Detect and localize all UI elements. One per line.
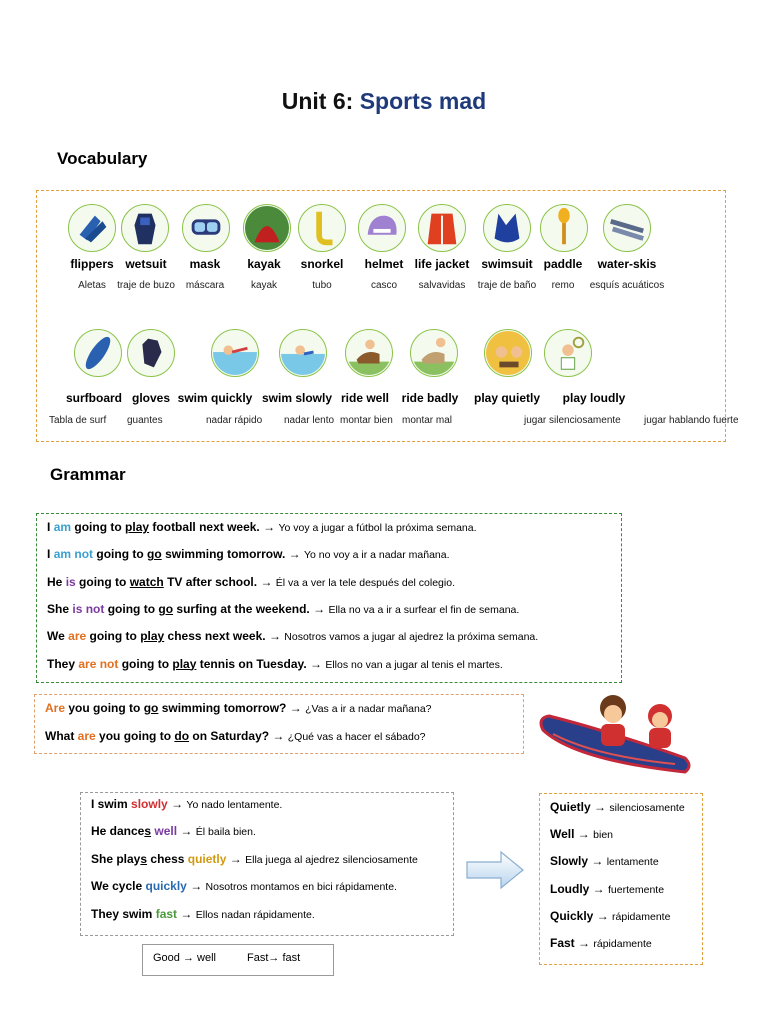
third-person-s: s [140, 851, 148, 866]
going-to: going to [121, 656, 170, 671]
arrow-icon: → [180, 824, 193, 839]
complement: surfing at the weekend. [176, 601, 310, 616]
going-to-sentence [47, 657, 503, 671]
vocab-item [211, 329, 259, 377]
irregular-fast-result: fast [282, 952, 301, 964]
adverb-item [550, 882, 664, 896]
vocab-spanish: remo [551, 280, 575, 291]
verb-to-be: is [65, 574, 76, 589]
flippers-icon [68, 204, 116, 252]
paddle-icon [540, 204, 588, 252]
vocabulary-box [36, 190, 739, 442]
gloves-icon [127, 329, 175, 377]
going-to: going to [79, 574, 127, 589]
vocab-spanish: kayak [250, 280, 278, 291]
adverb-english: Well [550, 827, 575, 842]
going-to-statements-box [36, 513, 622, 683]
vocab-spanish: Aletas [78, 280, 106, 291]
swim-quickly-icon [211, 329, 259, 377]
arrow-icon: → [594, 800, 607, 814]
vocab-english: kayak [247, 257, 281, 271]
adverbs-examples-box [80, 792, 454, 936]
arrow-icon: → [592, 881, 605, 896]
vocab-spanish: montar bien [340, 415, 393, 426]
vocab-item [279, 329, 327, 377]
snorkel-icon [298, 204, 346, 252]
vocab-spanish: máscara [185, 280, 225, 291]
vocab-item [540, 204, 588, 252]
complement: chess next week. [167, 629, 266, 644]
translation: Yo no voy a ir a nadar mañana. [303, 549, 450, 562]
infinitive: play [140, 629, 165, 644]
vocab-spanish: nadar lento [284, 415, 335, 426]
going-to-sentence [47, 575, 455, 589]
translation: Yo nado lentamente. [186, 799, 283, 811]
subject: I [47, 547, 51, 562]
adverb-item [550, 827, 613, 841]
arrow-icon: → [171, 797, 184, 811]
complement: swimming tomorrow? [161, 701, 287, 715]
vocab-spanish: nadar rápido [206, 415, 263, 426]
verb-to-be: are [77, 729, 96, 743]
question-word: What [45, 729, 75, 743]
vocab-english: swim quickly [177, 391, 253, 405]
verb-to-be: are [68, 629, 87, 644]
translation: Él baila bien. [195, 826, 256, 839]
arrow-icon: → [313, 601, 326, 616]
adverb-spanish: silenciosamente [609, 802, 685, 814]
translation: Ella juega al ajedrez silenciosamente [245, 853, 418, 866]
verb-to-be: are not [78, 656, 119, 671]
going-to: going to [96, 547, 144, 562]
translation: Ellos no van a jugar al tenis el martes. [325, 658, 503, 671]
vocab-spanish: guantes [127, 415, 163, 426]
infinitive: go [143, 701, 159, 715]
complement: swimming tomorrow. [165, 547, 286, 562]
subject-verb: They swim [91, 906, 153, 921]
arrow-icon: → [578, 936, 591, 950]
vocab-item [418, 204, 466, 252]
arrow-icon: → [268, 629, 281, 644]
vocab-spanish: salvavidas [418, 280, 466, 291]
translation: Él va a ver la tele después del colegio. [275, 576, 455, 589]
vocab-english: ride badly [401, 391, 459, 405]
adverb-english: Quietly [550, 800, 591, 814]
vocab-item [182, 204, 230, 252]
translation: Ella no va a ir a surfear el fin de semana. [328, 603, 520, 616]
vocab-english: flippers [70, 257, 114, 271]
subject: He [47, 574, 63, 589]
subject: We [47, 629, 65, 644]
ride-well-icon [345, 329, 393, 377]
adverb-spanish: rápidamente [593, 938, 652, 950]
vocab-english: ride well [340, 391, 390, 405]
vocab-english: swim slowly [261, 391, 333, 405]
adverb-spanish: fuertemente [608, 883, 665, 896]
going-to-sentence [47, 520, 477, 534]
vocab-spanish: jugar hablando fuerte [644, 415, 739, 426]
vocab-item [127, 329, 175, 377]
irregular-well: well [197, 952, 216, 964]
adverb-item [550, 800, 685, 814]
vocab-spanish: casco [370, 280, 398, 291]
life-jacket-icon [418, 204, 466, 252]
kayak-icon [243, 204, 291, 252]
infinitive: go [147, 547, 162, 562]
vocab-item [345, 329, 393, 377]
adverb-english: Fast [550, 936, 575, 950]
vocab-item [74, 329, 122, 377]
vocab-item [483, 204, 531, 252]
object: chess [150, 851, 185, 866]
going-to: going to [74, 520, 122, 534]
translation: Yo voy a jugar a fútbol la próxima semana. [278, 522, 477, 534]
vocab-english: surfboard [65, 391, 122, 405]
adverb-english: Quickly [550, 908, 594, 923]
kayak-kids-illustration [535, 690, 695, 785]
arrow-icon: → [596, 908, 609, 923]
third-person-s: s [144, 824, 152, 839]
complement: tennis on Tuesday. [199, 656, 307, 671]
adverb-sentence [91, 879, 397, 893]
play-loudly-icon [544, 329, 592, 377]
arrow-icon: → [288, 547, 301, 562]
subject: They [47, 656, 76, 671]
swimsuit-icon [483, 204, 531, 252]
arrow-icon: → [182, 952, 194, 964]
translation: ¿Qué vas a hacer el sábado? [287, 731, 426, 743]
arrow-icon: → [190, 879, 203, 894]
subject: I [47, 520, 51, 534]
arrow-icon: → [229, 851, 242, 866]
vocab-item [484, 329, 532, 377]
translation: ¿Vas a ir a nadar mañana? [305, 703, 432, 715]
going-to: going to [107, 601, 156, 616]
translation: Ellos nadan rápidamente. [195, 908, 315, 921]
going-to-sentence [47, 547, 450, 561]
adverb-item [550, 854, 659, 868]
adverb-sentence [91, 797, 282, 811]
irregular-adverbs-box [142, 944, 334, 976]
translation: Nosotros vamos a jugar al ajedrez la próxima semana. [284, 631, 539, 644]
arrow-icon: → [289, 701, 302, 715]
vocab-english: water-skis [597, 257, 657, 271]
vocab-spanish: traje de baño [477, 280, 537, 291]
verb-to-be: is not [72, 601, 105, 616]
arrow-icon: → [591, 854, 604, 869]
vocab-english: gloves [131, 391, 170, 405]
infinitive: watch [129, 574, 164, 589]
adverb-sentence [91, 907, 315, 921]
mask-icon [182, 204, 230, 252]
adverb-spanish: lentamente [606, 856, 659, 869]
wetsuit-icon [121, 204, 169, 252]
irregular-good: Good [153, 952, 180, 964]
verb-to-be: am not [53, 547, 94, 562]
adverb-sentence [91, 852, 418, 866]
vocab-english: mask [189, 257, 221, 271]
verb-to-be: am [53, 520, 72, 534]
adverb-spanish: rápidamente [612, 910, 671, 923]
surfboard-icon [74, 329, 122, 377]
infinitive: go [158, 601, 174, 616]
vocab-english: wetsuit [125, 257, 167, 271]
arrow-icon: → [263, 520, 276, 534]
complement: on Saturday? [192, 729, 270, 743]
vocab-spanish: traje de buzo [117, 280, 175, 291]
translation: Nosotros montamos en bici rápidamente. [205, 881, 397, 894]
adverb-english: Slowly [550, 854, 589, 869]
arrow-icon: → [310, 656, 322, 671]
subject-verb: I swim [91, 797, 128, 811]
going-to: going to [89, 629, 137, 644]
arrow-icon: → [260, 574, 273, 589]
arrow-icon: → [180, 906, 193, 921]
subject-verb: She play [91, 851, 141, 866]
adverb-spanish: bien [593, 829, 613, 842]
vocab-english: play loudly [562, 391, 626, 405]
vocab-spanish: tubo [312, 280, 332, 291]
going-to-question [45, 701, 432, 715]
subject-verb: We cycle [91, 879, 143, 894]
vocab-spanish: esquís acuáticos [589, 280, 665, 291]
right-arrow-icon [465, 850, 525, 890]
adverb: quietly [187, 851, 227, 866]
arrow-icon: → [272, 729, 285, 743]
complement: TV after school. [167, 574, 258, 589]
adverb-item [550, 936, 652, 950]
vocab-item [298, 204, 346, 252]
vocab-english: paddle [543, 257, 583, 271]
vocab-item [121, 204, 169, 252]
irregular-fast: Fast [247, 952, 269, 964]
vocab-item [544, 329, 592, 377]
adverb-sentence [91, 824, 256, 838]
vocab-english: life jacket [414, 257, 470, 271]
adverb: fast [155, 906, 178, 921]
vocab-english: helmet [364, 257, 404, 271]
vocab-english: play quietly [473, 391, 541, 405]
helmet-icon [358, 204, 406, 252]
going-to: you going to [68, 701, 141, 715]
adverb: well [154, 824, 178, 839]
going-to-sentence [47, 602, 519, 616]
vocab-spanish: jugar silenciosamente [524, 415, 621, 426]
vocab-spanish: montar mal [402, 415, 453, 426]
water-skis-icon [603, 204, 651, 252]
subject: She [47, 601, 70, 616]
infinitive: play [172, 656, 197, 671]
adverbs-list-box [539, 793, 703, 965]
arrow-icon: → [577, 827, 590, 842]
infinitive: play [125, 520, 150, 534]
vocab-spanish: Tabla de surf [49, 415, 107, 426]
subject-verb: He dance [91, 824, 145, 839]
ride-badly-icon [410, 329, 458, 377]
verb-to-be: Are [45, 701, 66, 715]
vocab-item [358, 204, 406, 252]
page-title: Unit 6: Sports mad [281, 88, 487, 114]
going-to: you going to [99, 729, 172, 743]
vocab-item [68, 204, 116, 252]
vocabulary-heading: Vocabulary [57, 149, 148, 168]
complement: football next week. [152, 520, 260, 534]
adverb: quickly [145, 879, 187, 894]
vocab-english: swimsuit [481, 257, 533, 271]
going-to-sentence [47, 629, 538, 643]
adverb-item [550, 909, 670, 923]
infinitive: do [174, 729, 190, 743]
arrow-icon: → [268, 952, 280, 964]
adverb-english: Loudly [550, 881, 590, 896]
vocab-item [243, 204, 291, 252]
vocab-item [410, 329, 458, 377]
going-to-question [45, 729, 426, 743]
vocab-item [603, 204, 651, 252]
going-to-questions-box [34, 694, 524, 754]
grammar-heading: Grammar [50, 465, 126, 484]
swim-slowly-icon [279, 329, 327, 377]
vocab-english: snorkel [300, 257, 344, 271]
play-quietly-icon [484, 329, 532, 377]
adverb: slowly [131, 797, 168, 811]
